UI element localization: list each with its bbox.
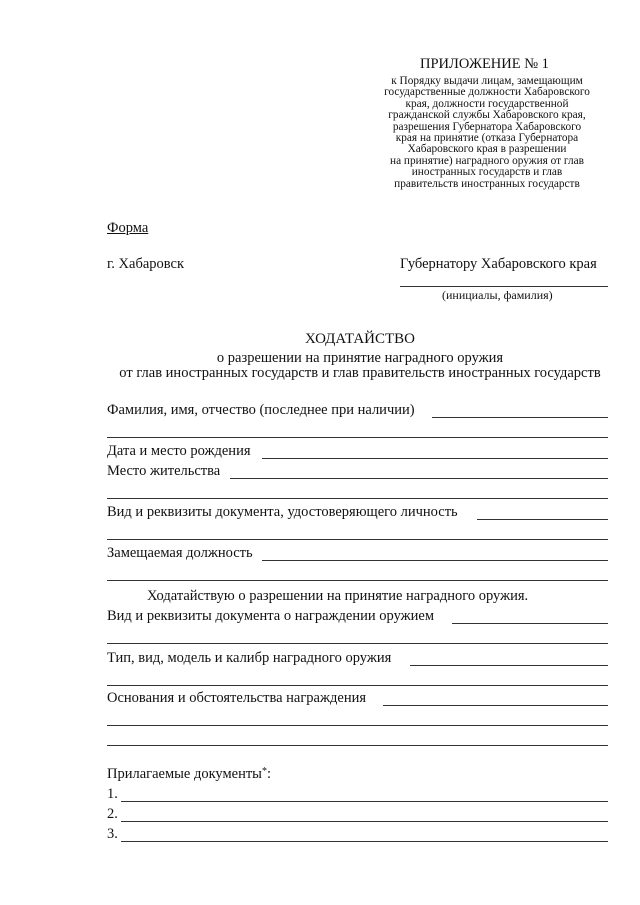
residence-label: Место жительства: [107, 463, 221, 479]
award-doc-field-continued[interactable]: [107, 643, 608, 644]
fio-field-continued[interactable]: [107, 437, 608, 438]
weapon-label: Тип, вид, модель и калибр наградного оружия: [107, 650, 392, 666]
attachment-field-2[interactable]: [121, 821, 608, 822]
award-doc-field[interactable]: [452, 623, 608, 624]
appendix-line: разрешения Губернатора Хабаровского: [392, 120, 582, 133]
doc-title: ХОДАТАЙСТВО: [305, 331, 415, 347]
doc-subtitle: от глав иностранных государств и глав правительств иностранных государств: [119, 365, 601, 381]
attachments-heading: [107, 766, 271, 783]
footnote-mark: *: [261, 766, 267, 777]
birth-label: Дата и место рождения: [107, 443, 251, 459]
id-doc-field-continued[interactable]: [107, 539, 608, 540]
id-doc-label: Вид и реквизиты документа, удостоверяющего личность: [107, 504, 458, 520]
grounds-field-continued[interactable]: [107, 725, 608, 726]
attachment-field-1[interactable]: [121, 801, 608, 802]
weapon-field-continued[interactable]: [107, 685, 608, 686]
request-text: Ходатайствую о разрешении на принятие наградного оружия.: [147, 588, 529, 604]
appendix-line: края на принятие (отказа Губернатора: [395, 132, 579, 145]
birth-field[interactable]: [262, 458, 608, 459]
city-label: г. Хабаровск: [107, 256, 185, 272]
grounds-label: Основания и обстоятельства награждения: [107, 690, 367, 706]
appendix-line: на принятие) наградного оружия от глав: [390, 154, 584, 167]
fio-label: Фамилия, имя, отчество (последнее при наличии): [107, 402, 415, 418]
initials-caption: (инициалы, фамилия): [442, 288, 553, 302]
appendix-line: Хабаровского края в разрешении: [407, 143, 567, 156]
award-doc-label: Вид и реквизиты документа о награждении оружием: [107, 608, 435, 624]
id-doc-field[interactable]: [477, 519, 608, 520]
fio-field[interactable]: [432, 417, 608, 418]
appendix-line: иностранных государств и глав: [411, 166, 563, 179]
appendix-title: ПРИЛОЖЕНИЕ № 1: [420, 56, 549, 72]
appendix-line: правительств иностранных государств: [394, 177, 580, 190]
appendix-description: [362, 76, 612, 190]
addressee-name-field[interactable]: [400, 286, 608, 287]
position-label: Замещаемая должность: [107, 545, 253, 561]
weapon-field[interactable]: [410, 665, 608, 666]
appendix-line: государственные должности Хабаровского: [384, 86, 590, 99]
attachment-number: 3.: [107, 826, 118, 842]
addressee-label: Губернатору Хабаровского края: [400, 256, 597, 272]
appendix-line: края, должности государственной: [405, 97, 569, 110]
appendix-line: гражданской службы Хабаровского края,: [388, 109, 586, 122]
attachments-colon: :: [266, 766, 271, 782]
residence-field-continued[interactable]: [107, 498, 608, 499]
form-label: Форма: [107, 220, 149, 236]
residence-field[interactable]: [230, 478, 608, 479]
appendix-line: к Порядку выдачи лицам, замещающим: [391, 75, 583, 87]
grounds-field[interactable]: [383, 705, 608, 706]
grounds-field-continued[interactable]: [107, 745, 608, 746]
attachment-number: 2.: [107, 806, 118, 822]
position-field[interactable]: [262, 560, 608, 561]
attachment-number: 1.: [107, 786, 118, 802]
attachments-label: Прилагаемые документы: [107, 766, 262, 782]
position-field-continued[interactable]: [107, 580, 608, 581]
attachment-field-3[interactable]: [121, 841, 608, 842]
doc-subtitle: о разрешении на принятие наградного оружия: [216, 350, 504, 366]
